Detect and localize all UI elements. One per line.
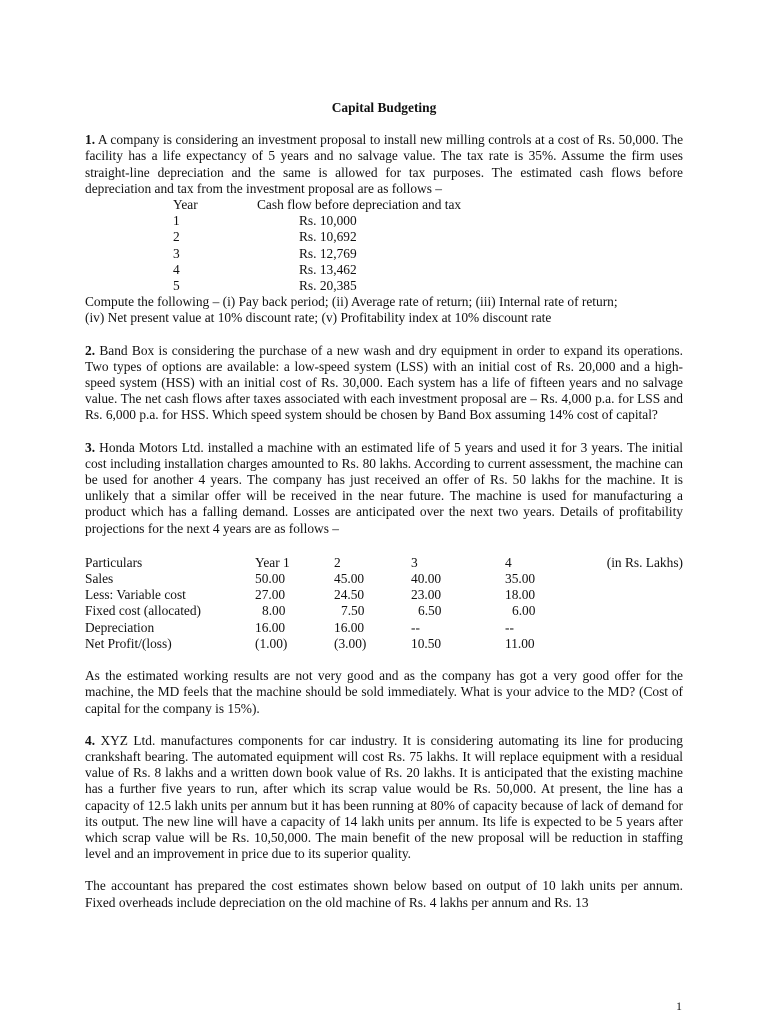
- question-4-text: 4. XYZ Ltd. manufactures components for car industry. It is considering automating its line for producing crankshaft bearing. The automated equipment will cost Rs. 75 lakhs. It will replace equipment with a residual value of Rs. 8 lakhs and a written down book value of Rs. 20 lakhs. It is anticipated that the existing machine has a further five years to run, after which its scrap value would be Rs. 50,000. At present, the line has a capacity of 12.5 lakh units per annum but it has been running at 80% of capacity because of lack of demand for its output. The new line will have a capacity of 14 lakh units per annum. Its life is expected to be 5 years after which scrap value will be Rs. 10,50,000. The main benefit of the new proposal will be reduction in staffing level and an improvement in price due to its superior quality.: [85, 732, 683, 862]
- question-2-text: 2. Band Box is considering the purchase of a new wash and dry equipment in order to expand its operations. Two types of options are available: a low-speed system (LSS) with an initial cost of Rs. 20,000 and a high-speed system (HSS) with an initial cost of Rs. 30,000. Each system has a life of fifteen years and no salvage value. The net cash flows after taxes associated with each investment proposal are – Rs. 4,000 p.a. for LSS and Rs. 6,000 p.a. for HSS. Which speed system should be chosen by Band Box assuming 14% cost of capital?: [85, 342, 683, 423]
- question-number: 4.: [85, 732, 96, 748]
- question-number: 1.: [85, 132, 96, 148]
- accountant-paragraph: The accountant has prepared the cost estimates shown below based on output of 10 lakh units per annum. Fixed overheads include depreciation on the old machine of Rs. 4 lakhs per annum and Rs. 13: [85, 878, 683, 910]
- page-number: 1: [676, 999, 682, 1013]
- year-header: Year: [173, 197, 198, 213]
- table-header-row: Particulars Year 1 2 3 4 (in Rs. Lakhs): [85, 554, 683, 570]
- table-row: 4 Rs. 13,462: [173, 261, 357, 277]
- question-3-text: 3. Honda Motors Ltd. installed a machine with an estimated life of 5 years and used it for 3 years. The initial cost including installation charges amounted to Rs. 80 lakhs. According to current assessment, the machine can be used for another 4 years. The company has just received an offer of Rs. 50 lakhs for the machine. It is unlikely that a similar offer will be received in the near future. The machine is used for manufacturing a product which has a falling demand. Losses are anticipated over the next two years. Details of profitability projections for the next 4 years are as follows –: [85, 439, 683, 536]
- table-row: Net Profit/(loss) (1.00) (3.00) 10.50 11.00: [85, 635, 535, 651]
- document-page: [85, 100, 683, 911]
- question-number: 2.: [85, 342, 96, 358]
- compute-line-1: Compute the following – (i) Pay back period; (ii) Average rate of return; (iii) Internal rate of return;: [85, 294, 618, 310]
- question-3-advice: As the estimated working results are not very good and as the company has got a very good offer for the machine, the MD feels that the machine should be sold immediately. What is your advice to the MD? (Cost of capital for the company is 15%).: [85, 668, 683, 716]
- table-row: 5 Rs. 20,385: [173, 278, 357, 294]
- table-row: Fixed cost (allocated) 8.00 7.50 6.50 6.00: [85, 603, 536, 619]
- question-2: [85, 343, 683, 424]
- question-number: 3.: [85, 439, 96, 455]
- table-row: Less: Variable cost 27.00 24.50 23.00 18.00: [85, 587, 536, 603]
- question-1: [85, 132, 683, 326]
- table-header-row: [173, 197, 461, 213]
- table-row: 3 Rs. 12,769: [173, 245, 357, 261]
- question-4: [85, 733, 683, 863]
- table-row: Sales 50.00 45.00 40.00 35.00: [85, 571, 536, 587]
- cash-flow-table: [173, 197, 461, 294]
- table-row: 1 Rs. 10,000: [173, 213, 357, 229]
- table-row: 2 Rs. 10,692: [173, 229, 357, 245]
- document-title: Capital Budgeting: [331, 100, 437, 115]
- question-1-text: 1. A company is considering an investment proposal to install new milling controls at a cost of Rs. 50,000. The facility has a life expectancy of 5 years and no salvage value. The tax rate is 35%. Assume the firm uses straight-line depreciation and the same is allowed for tax purposes. The estimated cash flows before depreciation and tax from the investment proposal are as follows –: [85, 132, 684, 196]
- table-row: Depreciation 16.00 16.00 -- --: [85, 619, 514, 635]
- cash-flow-header: Cash flow before depreciation and tax: [257, 197, 462, 213]
- compute-line-2: (iv) Net present value at 10% discount rate; (v) Profitability index at 10% discount rate: [85, 310, 552, 326]
- question-3: [85, 440, 683, 717]
- profitability-table: [85, 555, 683, 652]
